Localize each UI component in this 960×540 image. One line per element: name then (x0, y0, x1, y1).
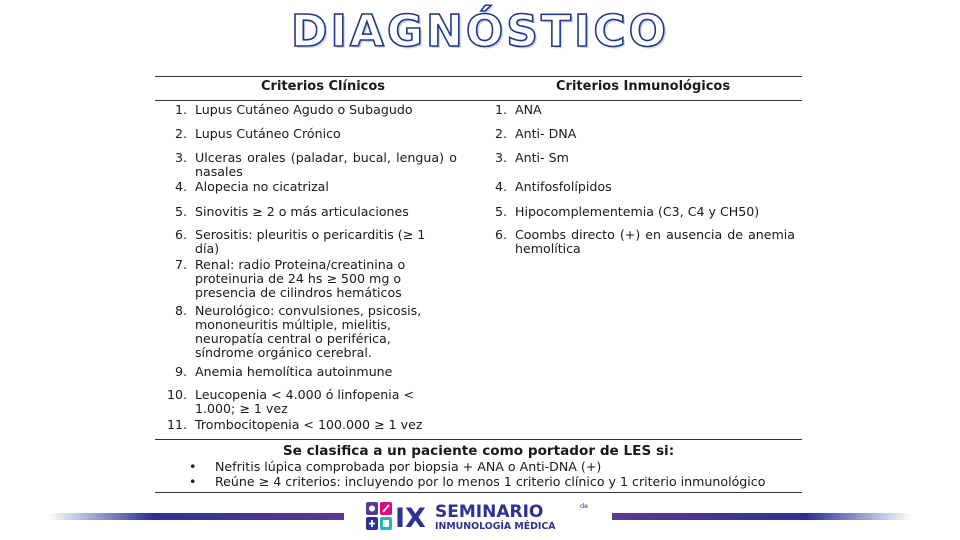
logo-superscript: de (580, 502, 589, 510)
page-title: DIAGNÓSTICO (290, 6, 670, 57)
logo-square-icon (383, 520, 389, 527)
logo-subtitle: INMUNOLOGÍA MÉDICA (435, 521, 556, 532)
header-immunological: Criterios Inmunológicos (556, 79, 731, 94)
summary-bullet: Nefritis lúpica comprobada por biopsia + ANA o Anti-DNA (+) (215, 459, 602, 474)
table-bottom-rule (155, 492, 802, 493)
seminario-logo-graphic (362, 500, 598, 532)
header-clinical: Criterios Clínicos (261, 79, 386, 94)
bullet-dot: • (189, 474, 197, 489)
footer-bar-right (612, 513, 912, 520)
table-top-rule (155, 76, 802, 77)
logo-numeral: IX (395, 503, 426, 532)
seminario-logo (362, 500, 598, 532)
logo-dot-icon (369, 506, 375, 512)
criteria-table: Criterios Clínicos Criterios Inmunológicos 1. Lupus Cutáneo Agudo o Subagudo 2. Lupus Cutáneo Crónico 3. Ulceras orales (paladar, bucal, lengua) o nasales 4. Alopecia no cicatrizal 5. Sinovitis ≥ 2 o más articulaciones 6. Serositis: pleuritis o pericarditis (≥ 1 día) 7. Renal: radio Proteina/creatinina o proteinuria de 24 hs ≥ 500 mg o presencia de cilindros hemáticos 8. Neurológico: convulsiones, psicosis, mononeuritis múltiple, mielitis, neuropatía central o periférica, síndrome orgánico cerebral. 9. Anemia hemolítica autoinmune 10. Leucopenia < 4.000 ó linfopenia < 1.000; ≥ 1 vez 11. Trombocitopenia < 100.000 ≥ 1 vez 1. ANA 2. Anti- DNA 3. Anti- Sm 4. Antifosfolípidos 5. Hipocomplementemia (C3, C4 y CH50) 6. Coombs directo (+) en ausencia de anemia hemolítica Se clasifica a un paciente como portador de LES si: • Nefritis lúpica comprobada por biopsia + ANA o Anti-DNA (+) • Reúne ≥ 4 criterios: incluyendo por lo menos 1 criterio clínico y 1 criterio inmunológico (155, 76, 802, 493)
summary-bullet: Reúne ≥ 4 criterios: incluyendo por lo menos 1 criterio clínico y 1 criterio inmunológico (215, 474, 766, 489)
header-rule (155, 100, 802, 101)
logo-word: SEMINARIO (435, 502, 544, 522)
footer-bar-left (48, 513, 344, 520)
summary-title: Se clasifica a un paciente como portador de LES si: (282, 443, 675, 459)
bullet-dot: • (189, 459, 197, 474)
summary-rule (155, 439, 802, 440)
